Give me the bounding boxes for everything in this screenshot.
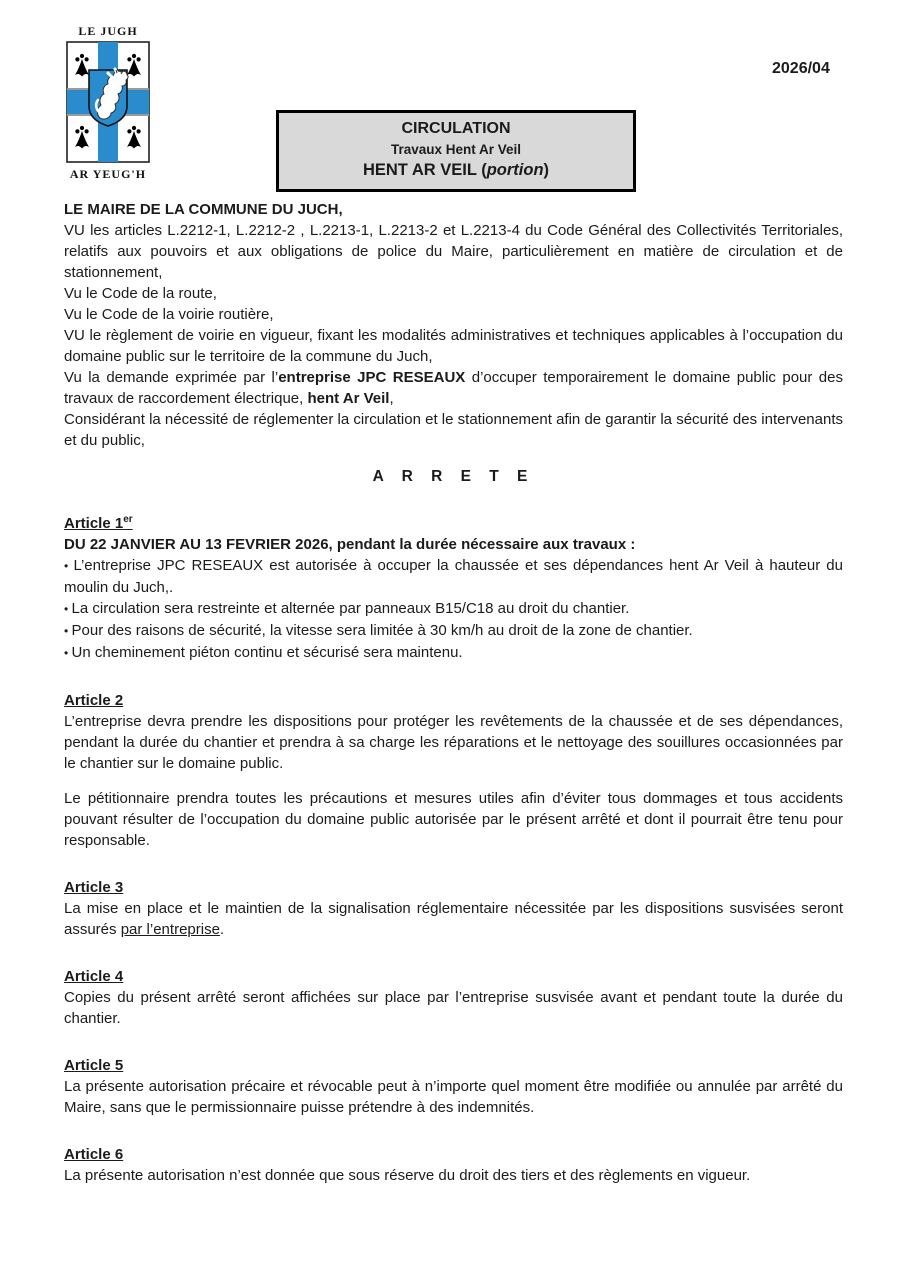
preamble-paragraph	[64, 409, 843, 451]
text-segment: L’entreprise JPC RESEAUX est autorisée à occuper la chaussée et ses dépendances hent Ar Veil à hauteur du moulin du Juch,.	[64, 557, 843, 596]
text-segment: hent Ar Veil	[307, 390, 390, 407]
text-segment: LE MAIRE DE LA COMMUNE DU JUCH,	[64, 201, 343, 218]
article-heading-text: Article 1er	[64, 514, 133, 532]
text-segment: Un cheminement piéton continu et sécurisé sera maintenu.	[71, 644, 463, 661]
article-heading	[64, 1055, 843, 1076]
articles	[64, 513, 843, 1186]
article-heading-text: Article 2	[64, 692, 124, 709]
article-heading	[64, 966, 843, 987]
arrete-heading: A R R E T E	[372, 468, 535, 485]
text-segment: d’occuper temporairement le domaine public pour des travaux de raccordement électrique,	[64, 369, 843, 407]
title-line-travaux: Travaux Hent Ar Veil	[390, 142, 522, 157]
preamble-paragraph	[64, 325, 843, 367]
article-block	[64, 966, 843, 1029]
preamble	[64, 199, 843, 451]
text-segment: DU 22 JANVIER AU 13 FEVRIER 2026, pendant la durée nécessaire aux travaux :	[64, 536, 636, 553]
article-paragraph	[64, 642, 843, 664]
heading-superscript: er	[123, 514, 133, 525]
article-heading-text: Article 4	[64, 968, 124, 985]
bullet-icon: •	[64, 559, 74, 573]
preamble-paragraph	[64, 304, 843, 325]
arms-bottom-label: AR YEUG'H	[69, 167, 147, 181]
text-segment: Vu la demande exprimée par l’	[64, 369, 279, 386]
article-paragraph	[64, 555, 843, 598]
commune-coat-of-arms	[60, 24, 156, 186]
arms-top-label: LE JUGH	[78, 24, 138, 38]
text-segment: .	[219, 921, 225, 938]
preamble-paragraph	[64, 220, 843, 283]
text-segment: Vu le Code de la route,	[64, 285, 217, 302]
text-segment: VU les articles L.2212-1, L.2212-2 , L.2213-1, L.2213-2 et L.2213-4 du Code Général des Collectivités Territoriales, relatifs aux pouvoirs et aux obligations de police du Maire, particulièrement en matière de circulation et de stationnement,	[64, 222, 843, 281]
article-paragraph	[64, 1076, 843, 1118]
preamble-paragraph	[64, 283, 843, 304]
article-heading-text: Article 5	[64, 1057, 124, 1074]
text-segment: La présente autorisation précaire et révocable peut à n’importe quel moment être modifiée ou annulée par arrêté du Maire, sans que le permissionnaire puisse prétendre à des indemnités.	[64, 1078, 843, 1116]
title-box	[276, 110, 636, 192]
text-segment: La présente autorisation n’est donnée que sous réserve du droit des tiers et des règlements en vigueur.	[64, 1167, 751, 1184]
text-segment: VU le règlement de voirie en vigueur, fixant les modalités administratives et techniques applicables à l’occupation du domaine public sur le territoire de la commune du Juch,	[64, 327, 843, 365]
article-paragraph	[64, 620, 843, 642]
le-juch-coat-of-arms-icon	[60, 24, 156, 186]
text-segment: La mise en place et le maintien de la signalisation réglementaire nécessitée par les dispositions susvisées seront assurés	[64, 900, 843, 938]
article-heading	[64, 690, 843, 711]
article-block	[64, 1144, 843, 1186]
text-segment: par l’entreprise	[120, 921, 220, 938]
text-segment: )	[543, 161, 550, 179]
title-line-circulation: CIRCULATION	[401, 120, 511, 137]
text-segment: entreprise JPC RESEAUX	[278, 369, 466, 386]
bullet-icon: •	[64, 624, 72, 638]
text-segment: ,	[389, 390, 394, 407]
article-paragraph	[64, 788, 843, 851]
article-paragraph	[64, 534, 843, 555]
text-segment: portion	[486, 161, 544, 179]
decree-reference-number: 2026/04	[772, 60, 830, 77]
document-body	[64, 199, 843, 1186]
preamble-paragraph	[64, 199, 843, 220]
text-segment: Pour des raisons de sécurité, la vitesse sera limitée à 30 km/h au droit de la zone de chantier.	[71, 622, 693, 639]
text-segment: La circulation sera restreinte et alternée par panneaux B15/C18 au droit du chantier.	[71, 600, 630, 617]
article-paragraph	[64, 987, 843, 1029]
article-paragraph	[64, 598, 843, 620]
title-line-hent-ar-veil	[281, 159, 631, 182]
text-segment: Vu le Code de la voirie routière,	[64, 306, 274, 323]
article-block	[64, 877, 843, 940]
text-segment: Copies du présent arrêté seront affichées sur place par l’entreprise susvisée avant et pendant toute la durée du chantier.	[64, 989, 843, 1027]
text-segment: L’entreprise devra prendre les dispositions pour protéger les revêtements de la chaussée et de ses dépendances, pendant la durée du chantier et prendra à sa charge les réparations et le nettoyage des souillures occasionnées par le chantier sur le domaine public.	[64, 713, 843, 772]
text-segment: HENT AR VEIL (	[362, 161, 487, 179]
text-segment: Considérant la nécessité de réglementer la circulation et le stationnement afin de garantir la sécurité des intervenants et du public,	[64, 411, 843, 449]
article-heading-text: Article 3	[64, 879, 124, 896]
bullet-icon: •	[64, 646, 72, 660]
article-heading-text: Article 6	[64, 1146, 124, 1163]
article-block	[64, 690, 843, 851]
article-block	[64, 513, 843, 664]
bullet-icon: •	[64, 602, 72, 616]
article-block	[64, 1055, 843, 1118]
article-heading	[64, 513, 843, 534]
article-paragraph	[64, 711, 843, 774]
article-paragraph	[64, 1165, 843, 1186]
article-heading	[64, 1144, 843, 1165]
preamble-paragraph	[64, 367, 843, 409]
text-segment: Le pétitionnaire prendra toutes les précautions et mesures utiles afin d’éviter tous dommages et tous accidents pouvant résulter de l’occupation du domaine public autorisée par le présent arrêté et dont il pourrait être tenu pour responsable.	[64, 790, 843, 849]
article-heading	[64, 877, 843, 898]
article-paragraph	[64, 898, 843, 940]
